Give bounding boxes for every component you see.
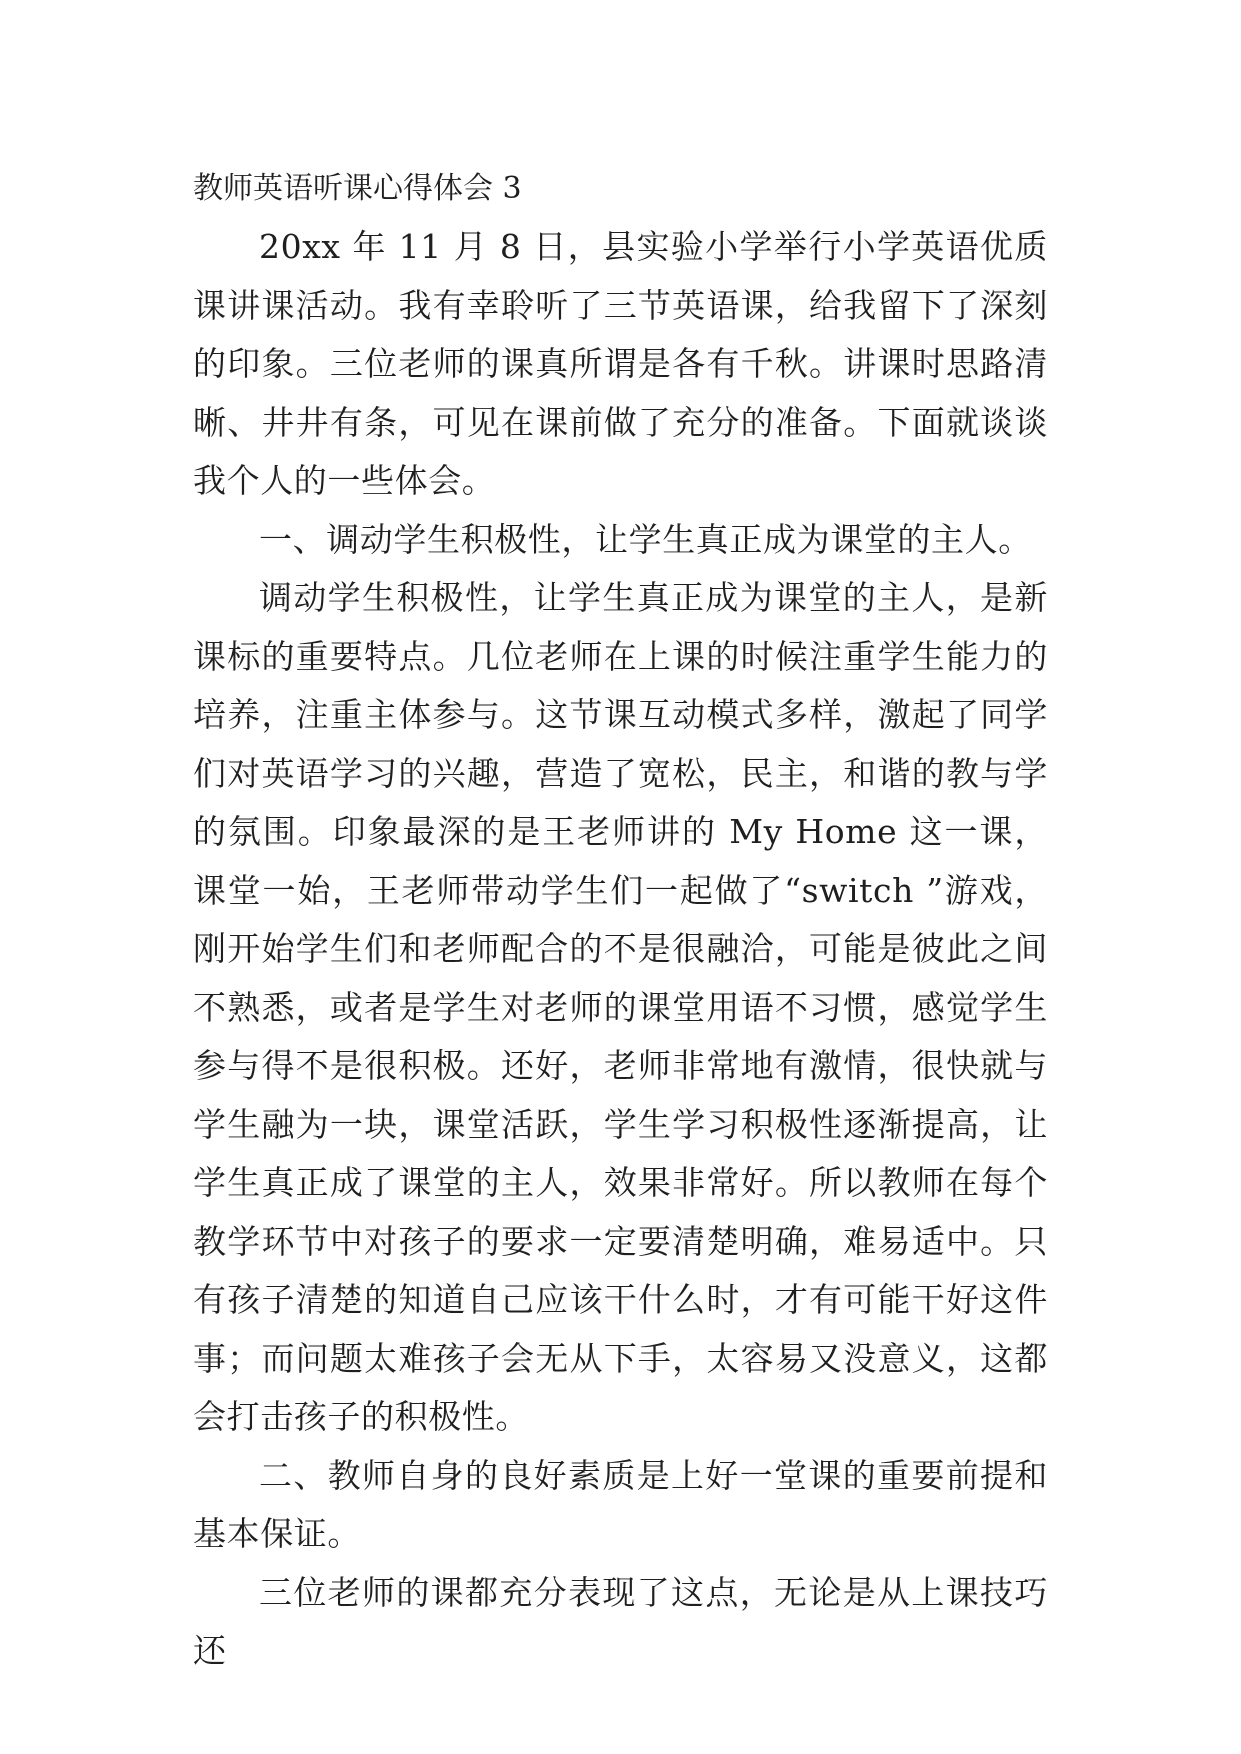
document-title: 教师英语听课心得体会 3 [193, 171, 522, 206]
section-heading-2: 二、教师自身的良好素质是上好一堂课的重要前提和基本保证。 [193, 1455, 1048, 1553]
section-2-paragraph: 三位老师的课都充分表现了这点，无论是从上课技巧还 [193, 1572, 1048, 1670]
intro-paragraph: 20xx 年 11 月 8 日，县实验小学举行小学英语优质课讲课活动。我有幸聆听了三节英语课，给我留下了深刻的印象。三位老师的课真所谓是各有千秋。讲课时思路清晰、井井有条，可见在课前做了充分的准备。下面就谈谈我个人的一些体会。 [193, 227, 1048, 500]
section-1-paragraph: 调动学生积极性，让学生真正成为课堂的主人，是新课标的重要特点。几位老师在上课的时候注重学生能力的培养，注重主体参与。这节课互动模式多样，激起了同学们对英语学习的兴趣，营造了宽松，民主，和谐的教与学的氛围。印象最深的是王老师讲的 My Home 这一课，课堂一始，王老师带动学生们一起做了“switch ”游戏，刚开始学生们和老师配合的不是很融洽，可能是彼此之间不熟悉，或者是学生对老师的课堂用语不习惯，感觉学生参与得不是很积极。还好，老师非常地有激情，很快就与学生融为一块，课堂活跃，学生学习积极性逐渐提高，让学生真正成了课堂的主人，效果非常好。所以教师在每个教学环节中对孩子的要求一定要清楚明确，难易适中。只有孩子清楚的知道自己应该干什么时，才有可能干好这件事；而问题太难孩子会无从下手，太容易又没意义，这都会打击孩子的积极性。 [193, 578, 1048, 1436]
section-heading-1: 一、调动学生积极性，让学生真正成为课堂的主人。 [259, 519, 1032, 559]
document-page [193, 160, 1048, 1681]
